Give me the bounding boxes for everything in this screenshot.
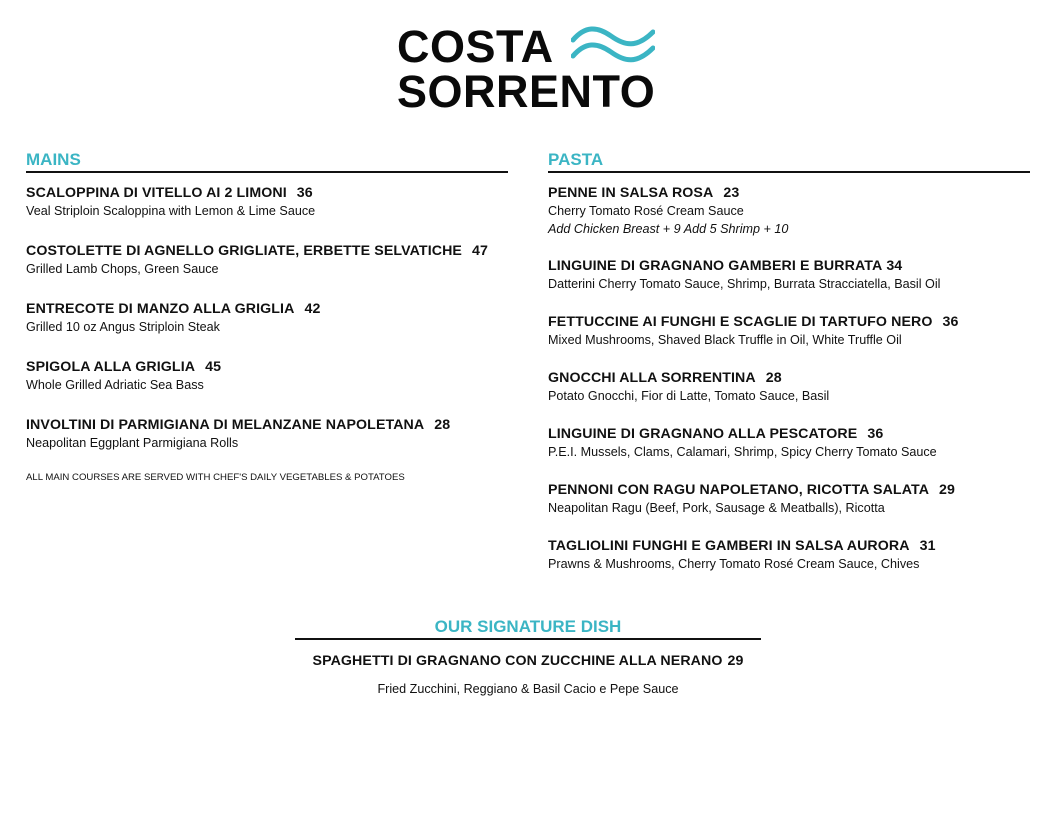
menu-item [26, 359, 508, 394]
item-description: Potato Gnocchi, Fior di Latte, Tomato Sauce, Basil [548, 389, 830, 403]
item-description: Cherry Tomato Rosé Cream Sauce [548, 204, 744, 218]
section-title-mains: MAINS [26, 150, 81, 169]
item-price: 42 [304, 301, 321, 317]
item-price: 47 [472, 243, 488, 259]
item-name: SCALOPPINA DI VITELLO AI 2 LIMONI 36 [26, 185, 313, 201]
item-name: ENTRECOTE DI MANZO ALLA GRIGLIA 42 [26, 301, 321, 317]
menu-item [548, 370, 1030, 405]
item-name: COSTOLETTE DI AGNELLO GRIGLIATE, ERBETTE SELVATICHE 47 [26, 243, 488, 259]
section-divider [548, 171, 1030, 173]
section-title-pasta: PASTA [548, 150, 604, 169]
signature-section [295, 617, 761, 698]
pasta-section [548, 150, 1030, 573]
item-price: 36 [296, 185, 313, 201]
item-description: Neapolitan Eggplant Parmigiana Rolls [26, 436, 239, 450]
logo-line-2: SORRENTO [397, 66, 656, 117]
item-description: Datterini Cherry Tomato Sauce, Shrimp, Burrata Stracciatella, Basil Oil [548, 277, 941, 291]
section-divider [295, 638, 761, 640]
item-description: Neapolitan Ragu (Beef, Pork, Sausage & Meatballs), Ricotta [548, 501, 885, 515]
menu-item [26, 185, 508, 220]
menu-item [548, 538, 1030, 573]
item-description: Grilled Lamb Chops, Green Sauce [26, 262, 219, 276]
signature-dish-name: SPAGHETTI DI GRAGNANO CON ZUCCHINE ALLA NERANO 29 [312, 653, 744, 669]
item-price: 29 [727, 653, 744, 669]
item-price: 29 [939, 482, 956, 498]
item-price: 23 [723, 185, 740, 201]
item-price: 36 [867, 426, 884, 442]
menu-item [548, 426, 1030, 461]
menu-item [26, 301, 508, 336]
item-name: GNOCCHI ALLA SORRENTINA 28 [548, 370, 782, 386]
item-name: PENNONI CON RAGU NAPOLETANO, RICOTTA SALATA 29 [548, 482, 956, 498]
item-price: 31 [919, 538, 936, 554]
item-price: 36 [942, 314, 959, 330]
menu-item [548, 185, 1030, 238]
wave-icon [571, 24, 655, 64]
mains-footnote: ALL MAIN COURSES ARE SERVED WITH CHEF'S DAILY VEGETABLES & POTATOES [26, 472, 405, 483]
item-name: SPIGOLA ALLA GRIGLIA 45 [26, 359, 222, 375]
item-name: TAGLIOLINI FUNGHI E GAMBERI IN SALSA AURORA 31 [548, 538, 936, 554]
section-divider [26, 171, 508, 173]
item-price: 28 [434, 417, 451, 433]
item-name: PENNE IN SALSA ROSA 23 [548, 185, 740, 201]
item-price: 34 [886, 258, 903, 274]
item-description: P.E.I. Mussels, Clams, Calamari, Shrimp, Spicy Cherry Tomato Sauce [548, 445, 937, 459]
item-description: Veal Striploin Scaloppina with Lemon & Lime Sauce [26, 204, 316, 218]
item-description: Grilled 10 oz Angus Striploin Steak [26, 320, 220, 334]
menu-item [26, 417, 508, 452]
item-name: FETTUCCINE AI FUNGHI E SCAGLIE DI TARTUFO NERO 36 [548, 314, 959, 330]
item-name: INVOLTINI DI PARMIGIANA DI MELANZANE NAPOLETANA 28 [26, 417, 451, 433]
menu-item [26, 243, 508, 278]
signature-dish-description: Fried Zucchini, Reggiano & Basil Cacio e Pepe Sauce [377, 682, 679, 696]
item-price: 45 [205, 359, 222, 375]
section-title-signature: OUR SIGNATURE DISH [434, 617, 622, 636]
item-price: 28 [765, 370, 782, 386]
item-description: Prawns & Mushrooms, Cherry Tomato Rosé Cream Sauce, Chives [548, 557, 920, 571]
item-addons: Add Chicken Breast + 9 Add 5 Shrimp + 10 [548, 222, 789, 236]
menu-item [548, 482, 1030, 517]
restaurant-logo [397, 20, 667, 115]
item-description: Whole Grilled Adriatic Sea Bass [26, 378, 204, 392]
menu-item [548, 314, 1030, 349]
mains-section [26, 150, 508, 484]
item-name: LINGUINE DI GRAGNANO ALLA PESCATORE 36 [548, 426, 884, 442]
item-description: Mixed Mushrooms, Shaved Black Truffle in Oil, White Truffle Oil [548, 333, 902, 347]
item-name: LINGUINE DI GRAGNANO GAMBERI E BURRATA 34 [548, 258, 903, 274]
logo-line-1: COSTA [397, 21, 554, 72]
menu-item [548, 258, 1030, 293]
